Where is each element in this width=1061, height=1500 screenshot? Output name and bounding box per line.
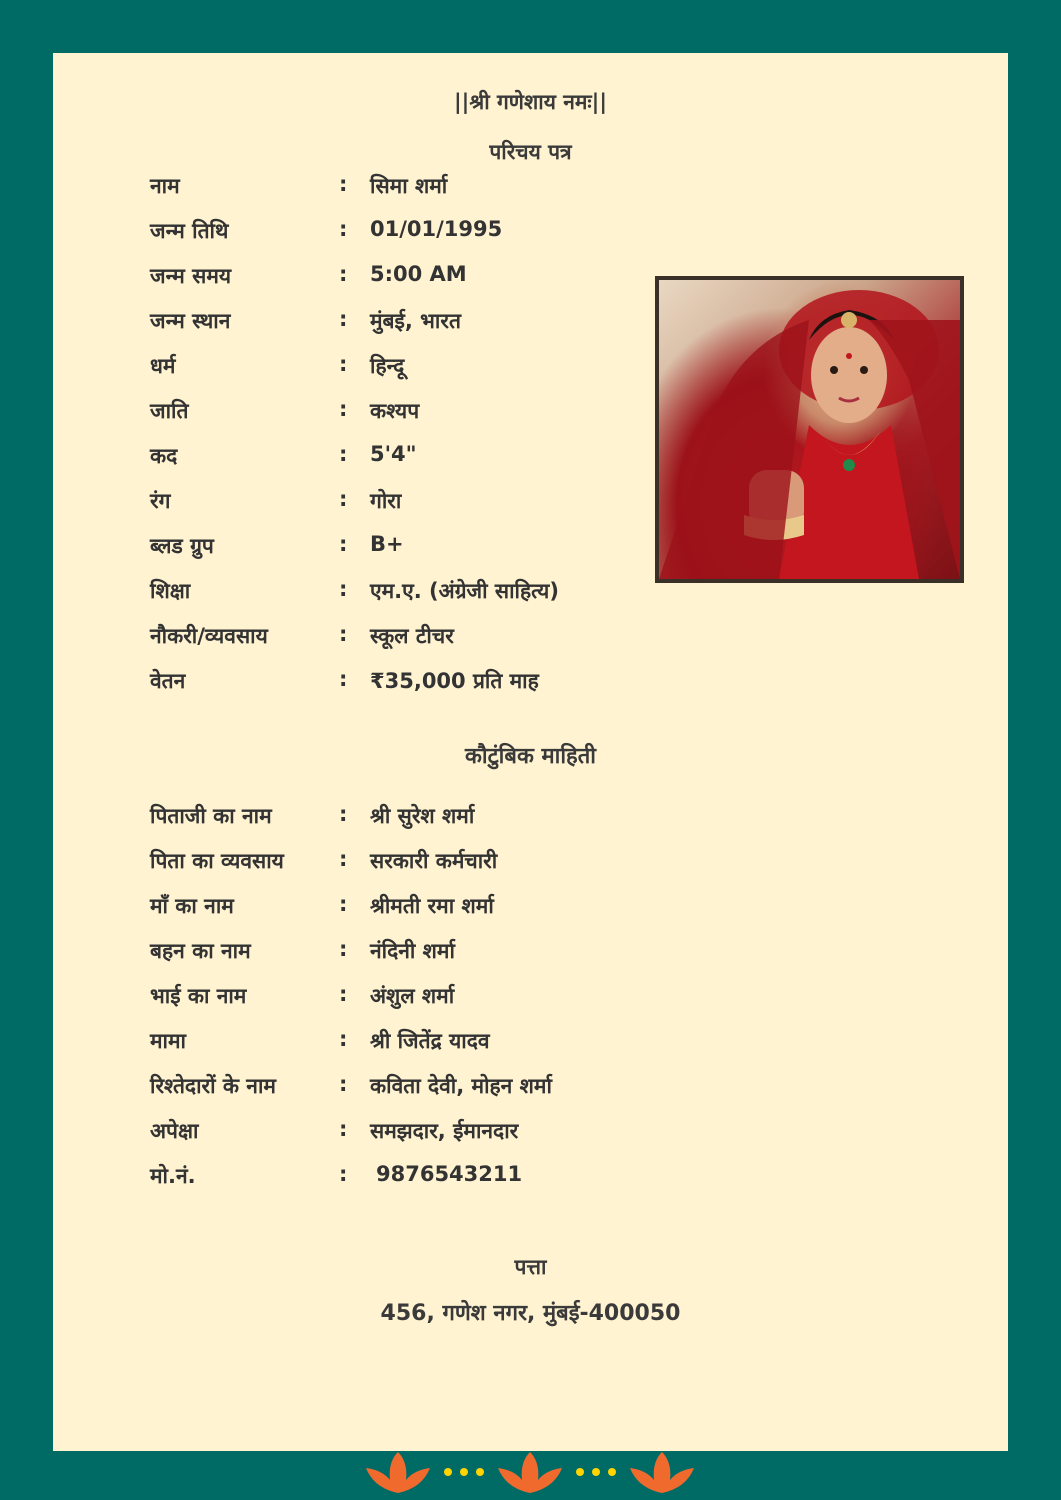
family-value: श्री सुरेश शर्मा [370,804,475,828]
family-label: मो.नं. [150,1164,196,1188]
family-value: अंशुल शर्मा [370,984,455,1008]
family-label: अपेक्षा [150,1119,199,1143]
detail-label: रंग [150,489,171,513]
family-value: कविता देवी, मोहन शर्मा [370,1074,552,1098]
family-label: पिताजी का नाम [150,804,272,828]
family-label: पिता का व्यवसाय [150,849,284,873]
separator: : [339,307,348,331]
lotus-icon [630,1452,694,1493]
separator: : [339,532,348,556]
separator: : [339,1117,348,1141]
family-value: श्रीमती रमा शर्मा [370,894,494,918]
dot-icon [444,1468,452,1476]
detail-label: जन्म स्थान [150,309,231,333]
separator: : [339,1162,348,1186]
separator: : [339,802,348,826]
detail-label: शिक्षा [150,579,191,603]
detail-label: कद [150,444,178,468]
detail-value: कश्यप [370,399,420,423]
family-value: सरकारी कर्मचारी [370,849,498,873]
detail-value: ₹35,000 प्रति माह [370,669,539,693]
invocation-text: ||श्री गणेशाय नमः|| [454,90,607,114]
profile-photo [655,276,964,583]
detail-value: सिमा शर्मा [370,174,448,198]
separator: : [339,892,348,916]
dot-icon [608,1468,616,1476]
separator: : [339,1027,348,1051]
address-title: पत्ता [514,1255,547,1279]
separator: : [339,217,348,241]
detail-label: जाति [150,399,189,423]
detail-value: मुंबई, भारत [370,309,461,333]
dot-icon [460,1468,468,1476]
bride-portrait-illustration [659,280,960,579]
family-label: बहन का नाम [150,939,251,963]
lotus-icon [366,1452,430,1493]
detail-value: 5:00 AM [370,262,467,286]
separator: : [339,262,348,286]
detail-value: 5'4" [370,442,417,466]
detail-value: हिन्दू [370,354,405,378]
detail-label: धर्म [150,354,176,378]
separator: : [339,172,348,196]
detail-label: नाम [150,174,180,198]
detail-value: गोरा [370,489,402,513]
family-label: माँ का नाम [150,894,234,918]
family-label: मामा [150,1029,186,1053]
family-label: भाई का नाम [150,984,247,1008]
dot-icon [592,1468,600,1476]
mobile-number: 9876543211 [376,1162,523,1186]
family-section-title: कौटुंबिक माहिती [465,744,596,769]
document-title: परिचय पत्र [489,140,572,164]
detail-value: B+ [370,532,404,556]
dot-icon [476,1468,484,1476]
detail-label: वेतन [150,669,186,693]
separator: : [339,937,348,961]
separator: : [339,622,348,646]
detail-value: स्कूल टीचर [370,624,454,648]
detail-label: जन्म समय [150,264,232,288]
detail-value: एम.ए. (अंग्रेजी साहित्य) [370,579,559,603]
separator: : [339,1072,348,1096]
detail-value: 01/01/1995 [370,217,503,241]
separator: : [339,667,348,691]
address-value: 456, गणेश नगर, मुंबई-400050 [380,1301,681,1326]
lotus-icon [498,1452,562,1493]
family-value: श्री जितेंद्र यादव [370,1029,490,1053]
detail-label: नौकरी/व्यवसाय [150,624,268,648]
family-value: समझदार, ईमानदार [370,1119,519,1143]
separator: : [339,982,348,1006]
detail-label: ब्लड ग्रुप [150,534,214,558]
separator: : [339,397,348,421]
dot-icon [576,1468,584,1476]
lotus-footer-decoration [360,1448,700,1500]
detail-label: जन्म तिथि [150,219,229,243]
separator: : [339,487,348,511]
separator: : [339,577,348,601]
separator: : [339,352,348,376]
family-label: रिश्तेदारों के नाम [150,1074,276,1098]
separator: : [339,847,348,871]
family-value: नंदिनी शर्मा [370,939,455,963]
separator: : [339,442,348,466]
